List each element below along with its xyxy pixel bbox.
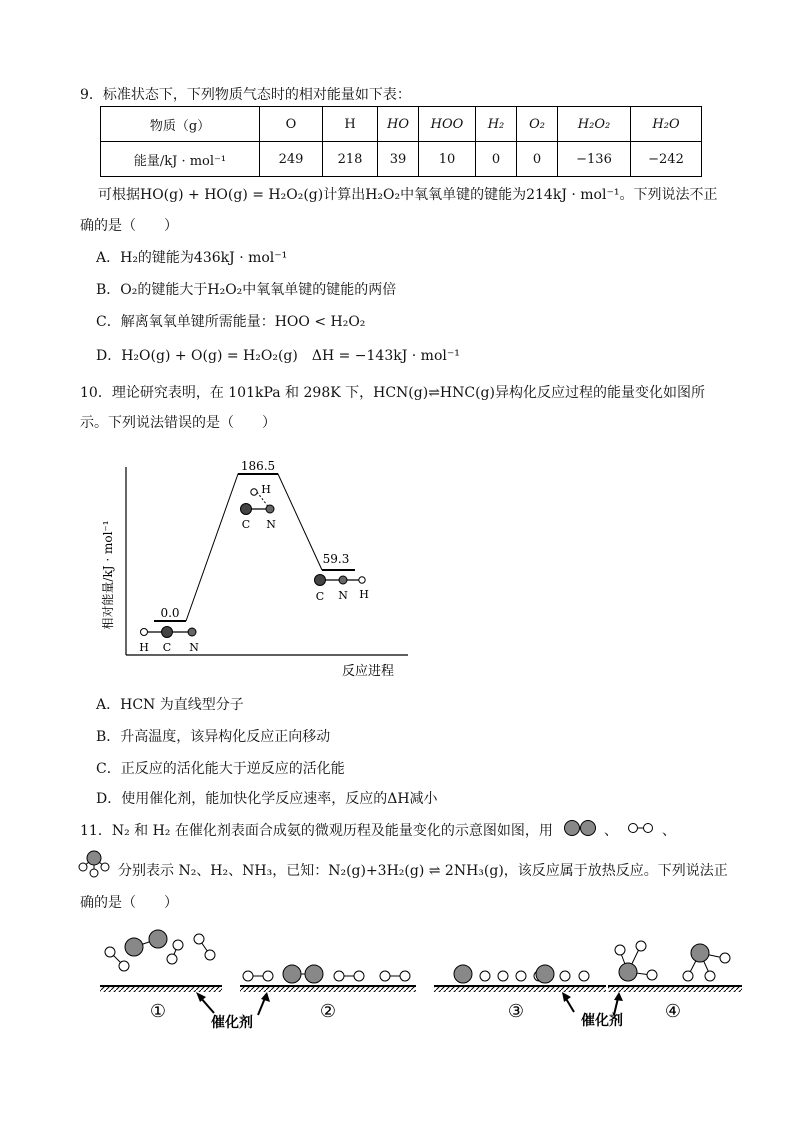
table-value-row: [101, 142, 702, 177]
q10-option-b: B．升高温度，该异构化反应正向移动: [96, 729, 331, 745]
table-header-cell: H₂: [476, 107, 517, 142]
catalyst-process-figure: [96, 925, 746, 1035]
molecule-transition-state: [241, 483, 277, 531]
catalyst-arrow: [196, 992, 214, 1013]
svg-text:H: H: [261, 483, 271, 496]
table-header-cell: H₂O₂: [558, 107, 631, 142]
svg-text:C: C: [315, 590, 325, 603]
stage-label: ②: [319, 1001, 337, 1022]
q9-text-line1: 可根据HO(g) + HO(g) = H₂O₂(g)计算出H₂O₂中氧氧单键的键能为214kJ · mol⁻¹。下列说法不正: [98, 187, 718, 203]
q9-option-c: C．解离氧氧单键所需能量：HOO < H₂O₂: [96, 314, 366, 330]
q9-stem: 9．标准状态下，下列物质气态时的相对能量如下表：: [80, 87, 411, 103]
legend-separator: 、: [662, 823, 676, 839]
table-row-label: 能量/kJ · mol⁻¹: [101, 142, 260, 177]
svg-text:N: N: [338, 589, 348, 602]
svg-text:C: C: [241, 518, 251, 531]
table-cell: 218: [323, 142, 378, 177]
energy-diagram: [96, 455, 416, 685]
q9-text-line2: 确的是（ ）: [80, 218, 178, 234]
catalyst-arrow: [258, 992, 270, 1015]
table-header-cell: H: [323, 107, 378, 142]
table-cell: 39: [378, 142, 419, 177]
x-axis-label: 反应进程: [341, 664, 395, 679]
table-header-cell: O₂: [517, 107, 558, 142]
svg-text:H: H: [359, 588, 369, 601]
stage-1-molecules: [105, 930, 215, 971]
stage-2-molecules: [243, 965, 410, 983]
y-axis-label: 相对能量/kJ · mol⁻¹: [101, 520, 115, 630]
table-header-cell: H₂O: [631, 107, 702, 142]
q10-text-line2: 示。下列说法错误的是（ ）: [80, 415, 276, 431]
stage-label: ④: [664, 1001, 682, 1022]
nh3-legend-icon: [76, 848, 110, 878]
level-start-label: 0.0: [160, 606, 180, 620]
n2-legend-icon: [561, 818, 601, 838]
stage-3-atoms: [454, 965, 589, 983]
svg-text:H: H: [139, 641, 149, 654]
svg-text:C: C: [162, 641, 172, 654]
table-cell: −242: [631, 142, 702, 177]
level-end-label: 59.3: [322, 552, 350, 566]
table-cell: −136: [558, 142, 631, 177]
table-cell: 0: [517, 142, 558, 177]
catalyst-label: 催化剂: [211, 1015, 253, 1031]
legend-separator: 、: [604, 823, 618, 839]
q11-text-line3: 确的是（ ）: [80, 895, 178, 911]
table-cell: 10: [419, 142, 476, 177]
table-cell: 0: [476, 142, 517, 177]
q9-option-a: A．H₂的键能为436kJ · mol⁻¹: [96, 250, 288, 266]
table-header-row: [101, 107, 702, 142]
table-header-cell: 物质（g）: [101, 107, 260, 142]
molecule-hnc: [315, 575, 369, 604]
q9-option-b: B．O₂的键能大于H₂O₂中氧氧单键的键能的两倍: [96, 282, 397, 298]
level-ts-label: 186.5: [240, 459, 276, 473]
table-cell: 249: [260, 142, 323, 177]
energy-table: [100, 106, 702, 177]
table-header-cell: HOO: [419, 107, 476, 142]
q11-text-line2: 分别表示 N₂、H₂、NH₃，已知：N₂(g)+3H₂(g) ⇌ 2NH₃(g)，该反应属于放热反应。下列说法正: [118, 863, 728, 879]
stage-label: ①: [149, 1001, 167, 1022]
table-header-cell: HO: [378, 107, 419, 142]
q10-option-d: D．使用催化剂，能加快化学反应速率，反应的ΔH减小: [96, 791, 438, 807]
catalyst-arrow: [562, 992, 574, 1012]
q9-option-d: D．H₂O(g) + O(g) = H₂O₂(g) ΔH = −143kJ · mol⁻¹: [96, 348, 460, 364]
stage-4-molecules: [615, 941, 730, 981]
svg-text:N: N: [189, 641, 199, 654]
stage-label: ③: [507, 1001, 525, 1022]
q10-option-a: A．HCN 为直线型分子: [96, 697, 244, 713]
q10-option-c: C．正反应的活化能大于逆反应的活化能: [96, 761, 345, 777]
q10-text-line1: 10．理论研究表明，在 101kPa 和 298K 下，HCN(g)⇌HNC(g)异构化反应过程的能量变化如图所: [80, 385, 705, 401]
catalyst-label: 催化剂: [581, 1013, 623, 1029]
catalyst-arrow: [614, 992, 623, 1015]
h2-legend-icon: [626, 821, 658, 835]
q11-text-line1: 11．N₂ 和 H₂ 在催化剂表面合成氨的微观历程及能量变化的示意图如图，用: [80, 823, 553, 839]
svg-text:N: N: [266, 518, 276, 531]
molecule-hcn: [139, 627, 199, 655]
energy-path: [186, 474, 325, 621]
table-header-cell: O: [260, 107, 323, 142]
